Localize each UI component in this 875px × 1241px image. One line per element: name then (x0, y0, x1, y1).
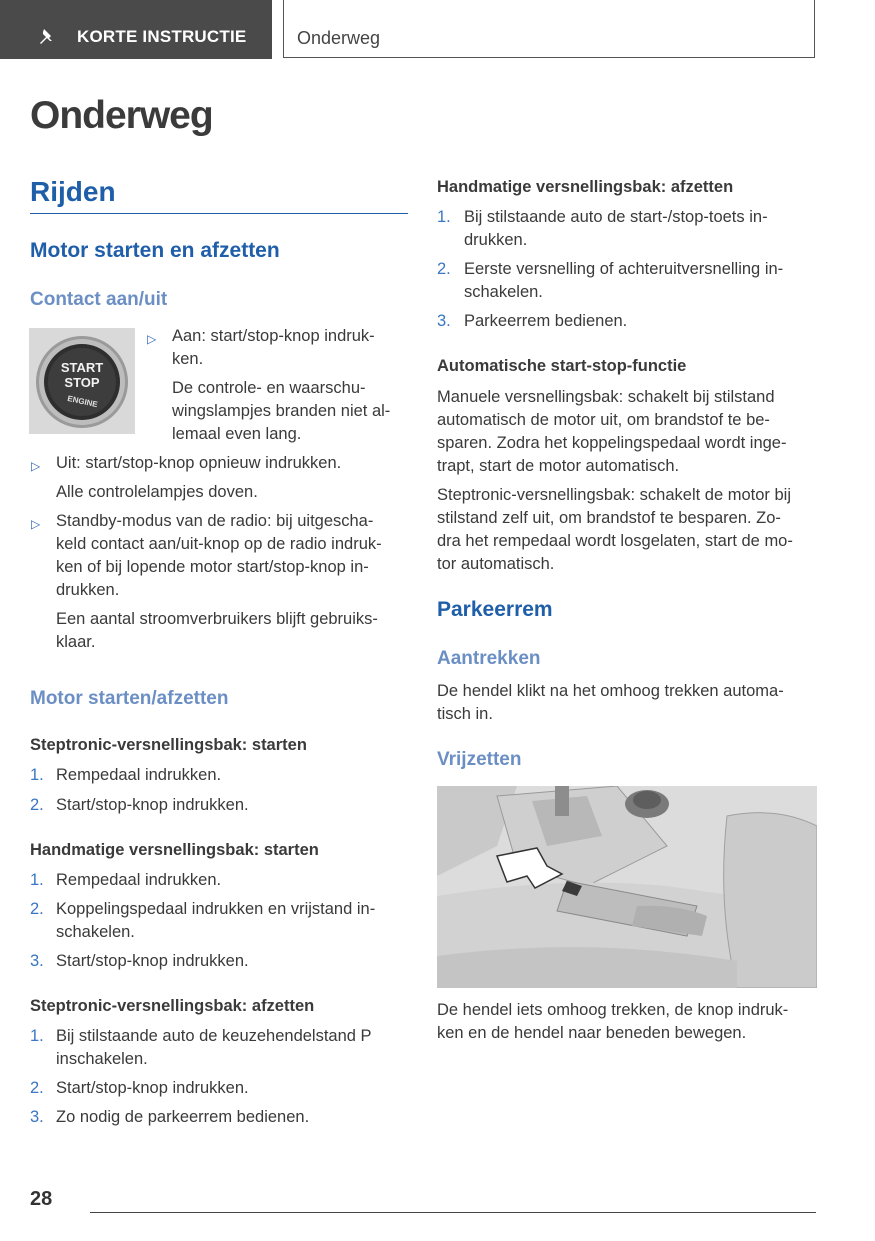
bullet-standby-extra1: Een aantal stroomverbruikers blijft gebruiks- (56, 610, 378, 628)
bullet-uit-line1: Uit: start/stop-knop opnieuw indrukken. (56, 454, 342, 472)
bullet-aan-extra1: De controle- en waarschu- (172, 379, 366, 397)
heading-rule (30, 213, 408, 214)
start-label: START (60, 360, 104, 375)
list-number: 3. (30, 1108, 44, 1126)
bullet-aan-extra3: lemaal even lang. (172, 425, 302, 443)
list-item: Koppelingspedaal indrukken en vrijstand in- (56, 900, 376, 918)
list-item-cont: inschakelen. (56, 1050, 148, 1068)
bullet-standby-extra2: klaar. (56, 633, 96, 651)
paragraph-line: sparen. Zodra het koppelingspedaal wordt inge- (437, 434, 787, 452)
paragraph-line: tisch in. (437, 705, 493, 723)
list-item: Zo nodig de parkeerrem bedienen. (56, 1108, 310, 1126)
chapter-tab (283, 0, 815, 58)
paragraph-line: De hendel klikt na het omhoog trekken automa- (437, 682, 784, 700)
paragraph-line: dra het rempedaal wordt losgelaten, start de mo- (437, 532, 793, 550)
page-number: 28 (30, 1188, 53, 1210)
bullet-aan-line1: Aan: start/stop-knop indruk- (172, 327, 375, 345)
heading-steptronic-afzetten: Steptronic-versnellingsbak: afzetten (30, 997, 315, 1015)
list-number: 2. (30, 900, 44, 918)
bullet-standby-line1: Standby-modus van de radio: bij uitgescha- (56, 512, 374, 530)
heading-steptronic-starten: Steptronic-versnellingsbak: starten (30, 736, 307, 754)
list-number: 3. (30, 952, 44, 970)
section-tab (0, 0, 272, 59)
heading-rijden: Rijden (30, 176, 116, 207)
list-number: 1. (30, 871, 44, 889)
list-item: Start/stop-knop indrukken. (56, 796, 249, 814)
paragraph-line: automatisch de motor uit, om brandstof te be- (437, 411, 770, 429)
heading-motor-starten-afzetten-sub: Motor starten/afzetten (30, 688, 229, 709)
list-number: 2. (30, 796, 44, 814)
stop-label: STOP (64, 375, 100, 390)
paragraph-line: ken en de hendel naar beneden bewegen. (437, 1024, 747, 1042)
bullet-uit-extra1: Alle controlelampjes doven. (56, 483, 258, 501)
list-number: 2. (437, 260, 451, 278)
parking-brake-illustration (437, 786, 817, 988)
list-item: Rempedaal indrukken. (56, 766, 222, 784)
list-number: 2. (30, 1079, 44, 1097)
list-item: Bij stilstaande auto de keuzehendelstand P (56, 1027, 372, 1045)
paragraph-line: stilstand zelf uit, om brandstof te besparen. Zo- (437, 509, 781, 527)
heading-handmatig-afzetten: Handmatige versnellingsbak: afzetten (437, 178, 734, 196)
list-item: Rempedaal indrukken. (56, 871, 222, 889)
paragraph-line: Manuele versnellingsbak: schakelt bij stilstand (437, 388, 775, 406)
list-item: Parkeerrem bedienen. (464, 312, 628, 330)
page-title: Onderweg (30, 94, 213, 137)
bullet-aan-line2: ken. (172, 350, 204, 368)
list-item-cont: schakelen. (56, 923, 135, 941)
heading-aantrekken: Aantrekken (437, 648, 541, 669)
heading-parkeerrem: Parkeerrem (437, 598, 553, 621)
heading-auto-start-stop: Automatische start-stop-functie (437, 357, 687, 375)
list-number: 1. (30, 1027, 44, 1045)
pin-icon (36, 26, 58, 48)
paragraph-line: De hendel iets omhoog trekken, de knop indruk- (437, 1001, 789, 1019)
list-number: 1. (30, 766, 44, 784)
paragraph-line: trapt, start de motor automatisch. (437, 457, 680, 475)
bullet-icon: ▷ (147, 332, 157, 346)
list-item-cont: drukken. (464, 231, 528, 249)
bullet-aan-extra2: wingslampjes branden niet al- (172, 402, 391, 420)
bullet-icon: ▷ (31, 517, 41, 531)
bullet-icon: ▷ (31, 459, 41, 473)
paragraph-line: Steptronic-versnellingsbak: schakelt de motor bij (437, 486, 792, 504)
bullet-standby-line4: drukken. (56, 581, 120, 599)
parking-brake-image (437, 786, 817, 988)
start-stop-button-graphic (29, 328, 135, 434)
list-item: Eerste versnelling of achteruitversnelling in- (464, 260, 784, 278)
heading-motor-starten-afzetten: Motor starten en afzetten (30, 239, 280, 262)
list-item: Bij stilstaande auto de start-/stop-toets in- (464, 208, 768, 226)
heading-vrijzetten: Vrijzetten (437, 749, 522, 770)
bullet-standby-line2: keld contact aan/uit-knop op de radio indruk- (56, 535, 382, 553)
bullet-standby-line3: ken of bij lopende motor start/stop-knop in- (56, 558, 369, 576)
engine-label: ENGINE (66, 393, 99, 410)
chapter-tab-label: Onderweg (297, 28, 381, 48)
section-tab-label: KORTE INSTRUCTIE (77, 27, 247, 46)
list-item: Start/stop-knop indrukken. (56, 952, 249, 970)
footer-rule (90, 1212, 816, 1213)
paragraph-line: tor automatisch. (437, 555, 555, 573)
list-item-cont: schakelen. (464, 283, 543, 301)
heading-handmatig-starten: Handmatige versnellingsbak: starten (30, 841, 319, 859)
list-number: 3. (437, 312, 451, 330)
list-number: 1. (437, 208, 451, 226)
heading-contact: Contact aan/uit (30, 289, 168, 310)
list-item: Start/stop-knop indrukken. (56, 1079, 249, 1097)
start-stop-button-image (29, 328, 135, 434)
